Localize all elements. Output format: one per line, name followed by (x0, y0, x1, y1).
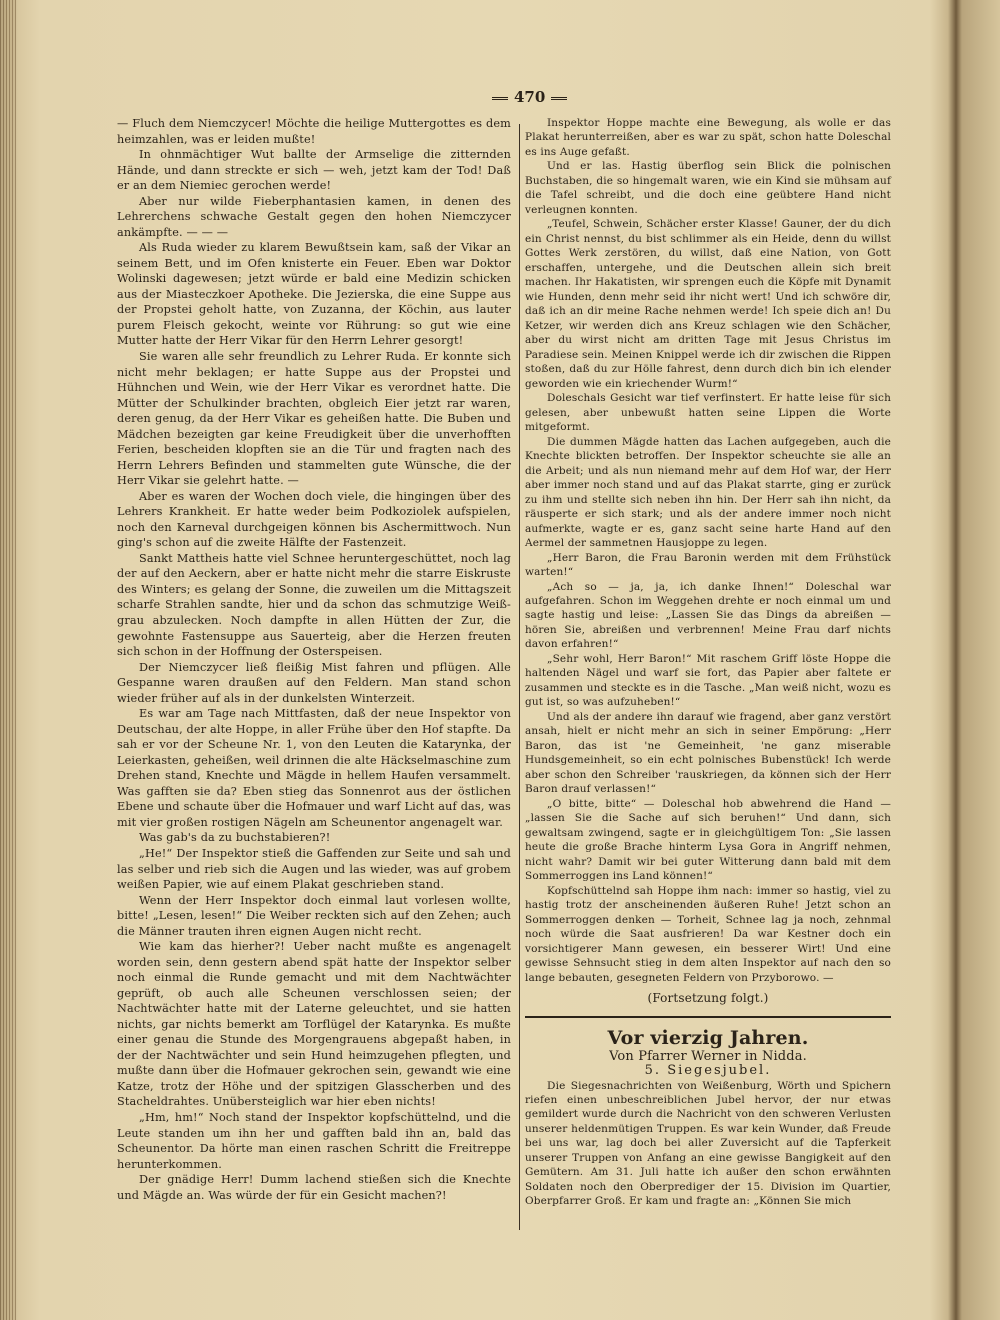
article-section-heading: 5. Siegesjubel. (644, 1063, 772, 1079)
paragraph: Und er las. Hastig überflog sein Blick die polnischen Buchstaben, die so hingemalt waren, wie ein Kind sie mühsam auf die Tafel schreibt, und die doch eine geübtere Hand nicht verleugnen konnten. (525, 160, 891, 216)
paragraph: „Hm, hm!“ Noch stand der Inspektor kopfschüttelnd, und die Leute standen um ihn her und gafften bald ihn an, bald das Scheunentor. Da hörte man einen raschen Schritt die Freitreppe herunterkommen. (117, 1111, 511, 1171)
paragraph: „Teufel, Schwein, Schächer erster Klasse! Gauner, der du dich ein Christ nennst, du bist schlimmer als ein Heide, denn du willst Gottes Werk zerstören, du willst, daß eine Nation, von Gott erschaffen, untergehe, und die Deutschen allein sich breit machen. Ihr Hakatisten, wir sprengen euch die Köpfe mit Dynamit wie Hunden, denn mehr seid ihr nicht wert! Und ich schwöre dir, daß ich an dir meine Rache nehmen werde! Ich speie dich an! Du Ketzer, wir werden dich ans Kreuz schlagen wie den Schächer, aber du wirst nicht am dritten Tage mit Jesus Christus im Paradiese sein. Meinen Knippel werde ich dir zwischen die Rippen stoßen, daß du zur Hölle fahrest, denn durch dich bin ich elender geworden wie ein kriechender Wurm!“ (525, 218, 891, 390)
paragraph: „Sehr wohl, Herr Baron!“ Mit raschem Griff löste Hoppe die haltenden Nägel und warf sie fort, das Papier aber faltete er zusammen und steckte es in die Tasche. „Man weiß nicht, wozu es gut ist, so was aufzuheben!“ (525, 652, 891, 709)
left-column (117, 116, 511, 1203)
paragraph: Wie kam das hierher?! Ueber nacht mußte es angenagelt worden sein, denn gestern abend spät hatte der Inspektor selber noch einmal die Runde gemacht und mit dem Nachtwächter geprüft, ob auch alle Scheunen verschlossen seien; der Nachtwächter hatte mit der Laterne geleuchtet, und sie hatten nichts, gar nichts bemerkt am Torflügel der Katarynka. Es mußte einer genau die Stunde des Morgengrauens abgepaßt haben, in der der Nachtwächter und sein Hund heimzugehen pflegten, und mußte dann über die Hofmauer gekrochen sein, gewandt wie eine Katze, trotz der Höhe und der spitzigen Glasscherben und des Stacheldrahtes. Unübersteiglich war hier eben nichts! (117, 940, 511, 1109)
paragraph: Kopfschüttelnd sah Hoppe ihm nach: immer so hastig, viel zu hastig trotz der anscheinenden äußeren Ruhe! Jetzt schon an Sommerroggen denken — Torheit, Schnee lag ja noch, zehnmal noch würde die Saat ausfrieren! Da war Kestner doch ein vorsichtigerer Mann gewesen, ein besserer Wirt! Und eine gewisse Sehnsucht stieg in dem alten Inspektor auf nach den so lange bebauten, gesegneten Feldern von Przyborowo. — (525, 884, 891, 984)
paragraph: Sie waren alle sehr freundlich zu Lehrer Ruda. Er konnte sich nicht mehr beklagen; er hatte Suppe aus der Propstei und Hühnchen und Wein, wie der Herr Vikar es verordnet hatte. Die Mütter der Schulkinder brachten, obgleich Eier jetzt rar waren, deren genug, da der Herr Vikar es geheißen hatte. Die Buben und Mädchen bezeigten gar keine Freudigkeit über die unverhofften Ferien, bescheiden klopften sie an die Tür und fragten nach des Herrn Lehrers Befinden und stammelten gute Wünsche, die der Herr Vikar sie gelehrt hatte. — (117, 349, 511, 488)
paragraph: Der gnädige Herr! Dumm lachend stießen sich die Knechte und Mägde an. Was würde der für ein Gesicht machen?! (117, 1173, 511, 1202)
page-number: 470 (486, 88, 573, 106)
paragraph: Doleschals Gesicht war tief verfinstert. Er hatte leise für sich gelesen, aber unbewußt hatten seine Lippen die Worte mitgeformt. (525, 392, 891, 434)
paragraph: — Fluch dem Niemczycer! Möchte die heilige Muttergottes es dem heimzahlen, was er leiden mußte! (117, 117, 511, 146)
paragraph: Aber es waren der Wochen doch viele, die hingingen über des Lehrers Krankheit. Er hatte weder beim Podkoziolek aufspielen, noch den Karneval durchgeigen können bis Aschermittwoch. Nun ging's schon auf die zweite Hälfte der Fastenzeit. (117, 489, 511, 550)
paragraph: Inspektor Hoppe machte eine Bewegung, als wolle er das Plakat herunterreißen, aber es war zu spät, schon hatte Doleschal es ins Auge gefaßt. (525, 117, 891, 158)
paragraph: Die dummen Mägde hatten das Lachen aufgegeben, auch die Knechte blickten betroffen. Der Inspektor scheuchte sie alle an die Arbeit; und als nun niemand mehr auf dem Hof war, der Herr aber immer noch stand und auf das Plakat starrte, ging er zurück zu ihm und stellte sich neben ihn hin. Der Herr sah ihn nicht, da räusperte er sich stark; und als der andere immer noch nicht aufmerkte, wagte er es, ganz sacht seine harte Hand auf den Aermel der sammetnen Hausjoppe zu legen. (525, 435, 891, 550)
paragraph: „Ach so — ja, ja, ich danke Ihnen!“ Doleschal war aufgefahren. Schon im Weggehen drehte er noch einmal um und sagte hastig und leise: „Lassen Sie das Dings da abreißen — hören Sie, abreißen und verbrennen! Meine Frau darf nichts davon erfahren!“ (525, 580, 891, 651)
article-byline: Von Pfarrer Werner in Nidda. (609, 1048, 807, 1064)
right-column (525, 116, 891, 1209)
ornament-dash-right (551, 97, 567, 100)
article-title: Vor vierzig Jahren. (607, 1026, 809, 1049)
right-column-paragraphs (525, 116, 891, 985)
paragraph: Die Siegesnachrichten von Weißenburg, Wörth und Spichern riefen einen unbeschreiblichen Jubel hervor, der nur etwas gemildert wurde durch die Nachricht von den schweren Verlusten unserer heldenmütigen Truppen. Es war kein Wunder, daß Freude bei uns war, lag doch bei aller Zuversicht auf die Tapferkeit unserer Truppen von Anfang an eine gewisse Bangigkeit auf den Gemütern. Am 31. Juli hatte ich außer den schon erwähnten Soldaten noch den Oberprediger der 15. Division im Quartier, Oberpfarrer Groß. Er kam und fragte an: „Können Sie mich (525, 1079, 891, 1208)
ornament-dash-left (492, 97, 508, 100)
continuation-note: (Fortsetzung folgt.) (647, 991, 769, 1006)
article-body (525, 1079, 891, 1209)
page (16, 0, 948, 1320)
paragraph: Sankt Mattheis hatte viel Schnee heruntergeschüttet, noch lag der auf den Aeckern, aber er hatte nicht mehr die starre Eiskruste des Winters; es gelang der Sonne, die zuweilen um die Mittagszeit scharfe Strahlen sandte, hier und da schon das schmutzige Weiß-grau abzulecken. Noch dampfte in allen Hütten der Zur, die gewohnte Fastensuppe aus Sauerteig, aber die Herzen freuten sich schon in der Hoffnung der Osterspeisen. (117, 551, 511, 659)
paragraph: Was gab's da zu buchstabieren?! (139, 831, 331, 845)
paragraph: „O bitte, bitte“ — Doleschal hob abwehrend die Hand — „lassen Sie die Sache auf sich beruhen!“ Und dann, sich gewaltsam zwingend, sagte er in gleichgültigem Ton: „Sie lassen heute die große Brache hinterm Lysa Gora in Angriff nehmen, nicht wahr? Damit wir bei guter Witterung dann bald mit dem Sommerroggen ins Land können!“ (525, 797, 891, 883)
section-divider (525, 1016, 891, 1018)
paragraph: Es war am Tage nach Mittfasten, daß der neue Inspektor von Deutschau, der alte Hoppe, in aller Frühe über den Hof stapfte. Da sah er vor der Scheune Nr. 1, von den Leuten die Katarynka, der Leierkasten, geheißen, weil drinnen die alte Häckselmaschine zum Drehen stand, Knechte und Mägde in hellem Haufen versammelt. Was gafften sie da? Eben stieg das Sonnenrot aus der östlichen Ebene und schaute über die Hofmauer und warf Licht auf das, was mit vier großen rostigen Nägeln am Scheunentor angenagelt war. (117, 707, 511, 829)
page-edges (0, 0, 16, 1320)
paragraph: Aber nur wilde Fieberphantasien kamen, in denen des Lehrerchens schwache Gestalt gegen den hohen Niemczycer ankämpfte. — — — (117, 194, 511, 239)
column-divider (519, 124, 520, 1230)
paragraph: Wenn der Herr Inspektor doch einmal laut vorlesen wollte, bitte! „Lesen, lesen!“ Die Weiber reckten sich auf den Zehen; auch die Männer trauten ihren eignen Augen nicht recht. (117, 893, 511, 938)
paragraph: Als Ruda wieder zu klarem Bewußtsein kam, saß der Vikar an seinem Bett, und im Ofen knisterte ein Feuer. Eben war Doktor Wolinski dagewesen; jetzt würde er bald eine Medizin schicken aus der Miasteczkoer Apotheke. Die Jezierska, die eine Suppe aus der Propstei geholt hatte, von Zuzanna, der Köchin, aus lauter purem Fleisch gekocht, weinte vor Rührung: so gut wie eine Mutter hatte der Herr Vikar für den Herrn Lehrer gesorgt! (117, 241, 511, 348)
paragraph: Und als der andere ihn darauf wie fragend, aber ganz verstört ansah, hielt er nicht mehr an sich in seiner Empörung: „Herr Baron, das ist 'ne Gemeinheit, 'ne ganz miserable Hundsgemeinheit, so ein echt polnisches Bubenstück! Ich werde aber schon den Schreiber 'rauskriegen, da können sich der Herr Baron drauf verlassen!“ (525, 710, 891, 796)
paragraph: Der Niemczycer ließ fleißig Mist fahren und pflügen. Alle Gespanne waren draußen auf den Feldern. Man stand schon wieder früher auf als in der dunkelsten Winterzeit. (117, 660, 511, 705)
paragraph: „He!“ Der Inspektor stieß die Gaffenden zur Seite und sah und las selber und rieb sich die Augen und las wieder, was auf grobem weißen Papier, wie auf einem Plakat geschrieben stand. (117, 846, 511, 892)
paragraph: In ohnmächtiger Wut ballte der Armselige die zitternden Hände, und dann streckte er sich — weh, jetzt kam der Tod! Daß er an dem Niemiec gerochen werde! (117, 148, 511, 193)
paragraph: „Herr Baron, die Frau Baronin werden mit dem Frühstück warten!“ (525, 551, 891, 579)
